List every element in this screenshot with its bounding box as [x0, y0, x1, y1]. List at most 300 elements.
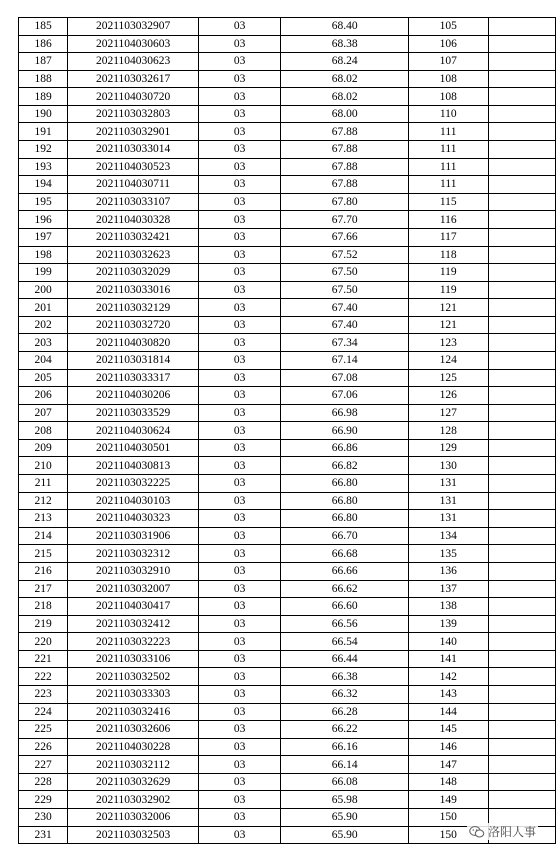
table-row [19, 299, 556, 317]
exam-id-cell: 2021103032901 [68, 123, 199, 141]
table-row [19, 158, 556, 176]
note-cell [488, 246, 555, 264]
position-code-cell: 03 [198, 246, 280, 264]
note-cell [488, 439, 555, 457]
rank-cell: 213 [19, 510, 68, 528]
table-row [19, 88, 556, 106]
note-cell [488, 545, 555, 563]
place-cell: 110 [408, 105, 488, 123]
exam-id-cell: 2021103033529 [68, 404, 199, 422]
table-row [19, 492, 556, 510]
note-cell [488, 703, 555, 721]
position-code-cell: 03 [198, 826, 280, 844]
position-code-cell: 03 [198, 615, 280, 633]
table-row [19, 738, 556, 756]
rank-cell: 215 [19, 545, 68, 563]
exam-id-cell: 2021103032629 [68, 773, 199, 791]
exam-id-cell: 2021103032412 [68, 615, 199, 633]
place-cell: 144 [408, 703, 488, 721]
note-cell [488, 404, 555, 422]
table-body [19, 18, 556, 844]
score-cell: 67.50 [281, 264, 409, 282]
score-cell: 68.02 [281, 88, 409, 106]
score-cell: 66.82 [281, 457, 409, 475]
position-code-cell: 03 [198, 387, 280, 405]
score-cell: 66.80 [281, 492, 409, 510]
score-cell: 66.66 [281, 562, 409, 580]
rank-cell: 192 [19, 141, 68, 159]
score-cell: 67.70 [281, 211, 409, 229]
rank-cell: 190 [19, 105, 68, 123]
score-cell: 66.70 [281, 527, 409, 545]
position-code-cell: 03 [198, 316, 280, 334]
note-cell [488, 141, 555, 159]
rank-cell: 218 [19, 598, 68, 616]
rank-cell: 228 [19, 773, 68, 791]
place-cell: 111 [408, 123, 488, 141]
rank-cell: 231 [19, 826, 68, 844]
score-cell: 66.86 [281, 439, 409, 457]
position-code-cell: 03 [198, 685, 280, 703]
exam-id-cell: 2021103032617 [68, 70, 199, 88]
note-cell [488, 18, 555, 36]
note-cell [488, 633, 555, 651]
table-row [19, 316, 556, 334]
table-row [19, 211, 556, 229]
table-row [19, 545, 556, 563]
exam-id-cell: 2021104030228 [68, 738, 199, 756]
note-cell [488, 316, 555, 334]
rank-cell: 202 [19, 316, 68, 334]
rank-cell: 222 [19, 668, 68, 686]
position-code-cell: 03 [198, 650, 280, 668]
note-cell [488, 738, 555, 756]
score-cell: 66.08 [281, 773, 409, 791]
place-cell: 149 [408, 791, 488, 809]
place-cell: 131 [408, 475, 488, 493]
place-cell: 131 [408, 510, 488, 528]
place-cell: 140 [408, 633, 488, 651]
exam-id-cell: 2021103033016 [68, 281, 199, 299]
note-cell [488, 562, 555, 580]
table-row [19, 246, 556, 264]
position-code-cell: 03 [198, 18, 280, 36]
exam-id-cell: 2021103032803 [68, 105, 199, 123]
score-cell: 67.14 [281, 351, 409, 369]
exam-id-cell: 2021104030720 [68, 88, 199, 106]
table-row [19, 703, 556, 721]
position-code-cell: 03 [198, 492, 280, 510]
place-cell: 134 [408, 527, 488, 545]
table-row [19, 105, 556, 123]
rank-cell: 200 [19, 281, 68, 299]
position-code-cell: 03 [198, 580, 280, 598]
place-cell: 118 [408, 246, 488, 264]
table-row [19, 685, 556, 703]
position-code-cell: 03 [198, 70, 280, 88]
exam-id-cell: 2021103031906 [68, 527, 199, 545]
place-cell: 124 [408, 351, 488, 369]
position-code-cell: 03 [198, 422, 280, 440]
table-row [19, 123, 556, 141]
position-code-cell: 03 [198, 562, 280, 580]
score-cell: 65.98 [281, 791, 409, 809]
exam-id-cell: 2021103032416 [68, 703, 199, 721]
place-cell: 145 [408, 721, 488, 739]
note-cell [488, 369, 555, 387]
rank-cell: 230 [19, 809, 68, 827]
place-cell: 123 [408, 334, 488, 352]
position-code-cell: 03 [198, 457, 280, 475]
score-cell: 66.14 [281, 756, 409, 774]
score-cell: 66.44 [281, 650, 409, 668]
rank-cell: 207 [19, 404, 68, 422]
rank-cell: 210 [19, 457, 68, 475]
score-cell: 67.34 [281, 334, 409, 352]
place-cell: 119 [408, 281, 488, 299]
note-cell [488, 176, 555, 194]
table-row [19, 70, 556, 88]
position-code-cell: 03 [198, 158, 280, 176]
note-cell [488, 35, 555, 53]
exam-id-cell: 2021104030523 [68, 158, 199, 176]
place-cell: 111 [408, 158, 488, 176]
position-code-cell: 03 [198, 598, 280, 616]
rank-cell: 226 [19, 738, 68, 756]
note-cell [488, 615, 555, 633]
place-cell: 147 [408, 756, 488, 774]
position-code-cell: 03 [198, 510, 280, 528]
table-row [19, 53, 556, 71]
rank-cell: 216 [19, 562, 68, 580]
place-cell: 119 [408, 264, 488, 282]
position-code-cell: 03 [198, 299, 280, 317]
position-code-cell: 03 [198, 527, 280, 545]
position-code-cell: 03 [198, 211, 280, 229]
place-cell: 128 [408, 422, 488, 440]
place-cell: 143 [408, 685, 488, 703]
note-cell [488, 773, 555, 791]
place-cell: 150 [408, 826, 488, 844]
exam-id-cell: 2021104030624 [68, 422, 199, 440]
place-cell: 125 [408, 369, 488, 387]
exam-id-cell: 2021104030417 [68, 598, 199, 616]
exam-id-cell: 2021103032910 [68, 562, 199, 580]
position-code-cell: 03 [198, 703, 280, 721]
exam-id-cell: 2021103032502 [68, 668, 199, 686]
position-code-cell: 03 [198, 475, 280, 493]
note-cell [488, 334, 555, 352]
note-cell [488, 475, 555, 493]
exam-id-cell: 2021103033014 [68, 141, 199, 159]
score-cell: 65.90 [281, 826, 409, 844]
place-cell: 139 [408, 615, 488, 633]
note-cell [488, 457, 555, 475]
note-cell [488, 527, 555, 545]
exam-id-cell: 2021103032421 [68, 228, 199, 246]
exam-id-cell: 2021103033107 [68, 193, 199, 211]
table-row [19, 756, 556, 774]
rank-cell: 195 [19, 193, 68, 211]
position-code-cell: 03 [198, 281, 280, 299]
exam-id-cell: 2021103033317 [68, 369, 199, 387]
score-cell: 67.40 [281, 299, 409, 317]
note-cell [488, 351, 555, 369]
note-cell [488, 264, 555, 282]
table-row [19, 562, 556, 580]
place-cell: 107 [408, 53, 488, 71]
exam-id-cell: 2021103032902 [68, 791, 199, 809]
rank-cell: 206 [19, 387, 68, 405]
score-cell: 66.80 [281, 510, 409, 528]
position-code-cell: 03 [198, 123, 280, 141]
place-cell: 148 [408, 773, 488, 791]
note-cell [488, 70, 555, 88]
score-table [18, 17, 556, 844]
place-cell: 150 [408, 809, 488, 827]
place-cell: 111 [408, 141, 488, 159]
table-row [19, 527, 556, 545]
score-cell: 67.40 [281, 316, 409, 334]
exam-id-cell: 2021103032112 [68, 756, 199, 774]
score-cell: 68.38 [281, 35, 409, 53]
exam-id-cell: 2021104030820 [68, 334, 199, 352]
exam-id-cell: 2021103032503 [68, 826, 199, 844]
exam-id-cell: 2021103032606 [68, 721, 199, 739]
position-code-cell: 03 [198, 404, 280, 422]
position-code-cell: 03 [198, 545, 280, 563]
score-cell: 66.56 [281, 615, 409, 633]
place-cell: 126 [408, 387, 488, 405]
table-row [19, 457, 556, 475]
rank-cell: 197 [19, 228, 68, 246]
place-cell: 136 [408, 562, 488, 580]
score-cell: 67.06 [281, 387, 409, 405]
exam-id-cell: 2021103032720 [68, 316, 199, 334]
rank-cell: 208 [19, 422, 68, 440]
table-row [19, 404, 556, 422]
score-cell: 66.62 [281, 580, 409, 598]
exam-id-cell: 2021103032007 [68, 580, 199, 598]
position-code-cell: 03 [198, 633, 280, 651]
exam-id-cell: 2021104030813 [68, 457, 199, 475]
table-row [19, 721, 556, 739]
rank-cell: 198 [19, 246, 68, 264]
exam-id-cell: 2021104030328 [68, 211, 199, 229]
rank-cell: 186 [19, 35, 68, 53]
place-cell: 117 [408, 228, 488, 246]
rank-cell: 204 [19, 351, 68, 369]
place-cell: 131 [408, 492, 488, 510]
table-row [19, 791, 556, 809]
rank-cell: 185 [19, 18, 68, 36]
wechat-icon [469, 825, 485, 839]
place-cell: 135 [408, 545, 488, 563]
table-row [19, 351, 556, 369]
exam-id-cell: 2021104030603 [68, 35, 199, 53]
position-code-cell: 03 [198, 351, 280, 369]
exam-id-cell: 2021103032029 [68, 264, 199, 282]
note-cell [488, 211, 555, 229]
position-code-cell: 03 [198, 791, 280, 809]
score-cell: 66.16 [281, 738, 409, 756]
score-cell: 66.68 [281, 545, 409, 563]
score-cell: 66.32 [281, 685, 409, 703]
rank-cell: 214 [19, 527, 68, 545]
place-cell: 137 [408, 580, 488, 598]
exam-id-cell: 2021103031814 [68, 351, 199, 369]
rank-cell: 194 [19, 176, 68, 194]
score-cell: 67.52 [281, 246, 409, 264]
exam-id-cell: 2021104030623 [68, 53, 199, 71]
table-row [19, 510, 556, 528]
rank-cell: 217 [19, 580, 68, 598]
score-cell: 68.00 [281, 105, 409, 123]
rank-cell: 205 [19, 369, 68, 387]
exam-id-cell: 2021104030323 [68, 510, 199, 528]
position-code-cell: 03 [198, 721, 280, 739]
table-row [19, 176, 556, 194]
note-cell [488, 299, 555, 317]
exam-id-cell: 2021103032223 [68, 633, 199, 651]
note-cell [488, 598, 555, 616]
place-cell: 129 [408, 439, 488, 457]
position-code-cell: 03 [198, 141, 280, 159]
rank-cell: 211 [19, 475, 68, 493]
place-cell: 127 [408, 404, 488, 422]
exam-id-cell: 2021104030501 [68, 439, 199, 457]
place-cell: 138 [408, 598, 488, 616]
note-cell [488, 668, 555, 686]
score-cell: 67.80 [281, 193, 409, 211]
place-cell: 116 [408, 211, 488, 229]
note-cell [488, 158, 555, 176]
table-row [19, 35, 556, 53]
note-cell [488, 791, 555, 809]
note-cell [488, 721, 555, 739]
position-code-cell: 03 [198, 738, 280, 756]
rank-cell: 188 [19, 70, 68, 88]
note-cell [488, 88, 555, 106]
note-cell [488, 387, 555, 405]
position-code-cell: 03 [198, 35, 280, 53]
rank-cell: 221 [19, 650, 68, 668]
exam-id-cell: 2021104030103 [68, 492, 199, 510]
rank-cell: 196 [19, 211, 68, 229]
position-code-cell: 03 [198, 756, 280, 774]
rank-cell: 191 [19, 123, 68, 141]
place-cell: 108 [408, 88, 488, 106]
rank-cell: 220 [19, 633, 68, 651]
watermark [467, 823, 538, 840]
position-code-cell: 03 [198, 53, 280, 71]
score-cell: 67.66 [281, 228, 409, 246]
place-cell: 108 [408, 70, 488, 88]
note-cell [488, 580, 555, 598]
place-cell: 105 [408, 18, 488, 36]
table-row [19, 334, 556, 352]
rank-cell: 201 [19, 299, 68, 317]
note-cell [488, 650, 555, 668]
note-cell [488, 193, 555, 211]
score-cell: 68.02 [281, 70, 409, 88]
rank-cell: 219 [19, 615, 68, 633]
score-cell: 66.54 [281, 633, 409, 651]
exam-id-cell: 2021103033106 [68, 650, 199, 668]
note-cell [488, 123, 555, 141]
score-cell: 67.88 [281, 141, 409, 159]
rank-cell: 224 [19, 703, 68, 721]
exam-id-cell: 2021103032129 [68, 299, 199, 317]
position-code-cell: 03 [198, 264, 280, 282]
place-cell: 121 [408, 299, 488, 317]
table-row [19, 141, 556, 159]
position-code-cell: 03 [198, 88, 280, 106]
place-cell: 115 [408, 193, 488, 211]
score-cell: 66.90 [281, 422, 409, 440]
note-cell [488, 105, 555, 123]
score-cell: 67.88 [281, 158, 409, 176]
note-cell [488, 756, 555, 774]
exam-id-cell: 2021103032006 [68, 809, 199, 827]
score-cell: 65.90 [281, 809, 409, 827]
note-cell [488, 281, 555, 299]
rank-cell: 193 [19, 158, 68, 176]
position-code-cell: 03 [198, 228, 280, 246]
rank-cell: 212 [19, 492, 68, 510]
table-row [19, 650, 556, 668]
score-cell: 68.24 [281, 53, 409, 71]
rank-cell: 203 [19, 334, 68, 352]
table-row [19, 773, 556, 791]
exam-id-cell: 2021103033303 [68, 685, 199, 703]
position-code-cell: 03 [198, 809, 280, 827]
exam-id-cell: 2021103032907 [68, 18, 199, 36]
rank-cell: 199 [19, 264, 68, 282]
score-cell: 66.28 [281, 703, 409, 721]
table-row [19, 668, 556, 686]
note-cell [488, 422, 555, 440]
note-cell [488, 53, 555, 71]
table-row [19, 264, 556, 282]
table-row [19, 633, 556, 651]
rank-cell: 225 [19, 721, 68, 739]
score-cell: 67.88 [281, 176, 409, 194]
exam-id-cell: 2021104030206 [68, 387, 199, 405]
position-code-cell: 03 [198, 105, 280, 123]
table-row [19, 18, 556, 36]
position-code-cell: 03 [198, 176, 280, 194]
score-cell: 67.08 [281, 369, 409, 387]
table-row [19, 598, 556, 616]
rank-cell: 229 [19, 791, 68, 809]
table-row [19, 387, 556, 405]
note-cell [488, 510, 555, 528]
table-row [19, 422, 556, 440]
position-code-cell: 03 [198, 668, 280, 686]
table-row [19, 475, 556, 493]
score-cell: 67.88 [281, 123, 409, 141]
watermark-text: 洛阳人事 [487, 825, 536, 839]
rank-cell: 223 [19, 685, 68, 703]
note-cell [488, 228, 555, 246]
score-cell: 66.98 [281, 404, 409, 422]
score-cell: 66.80 [281, 475, 409, 493]
table-row [19, 439, 556, 457]
score-cell: 68.40 [281, 18, 409, 36]
position-code-cell: 03 [198, 439, 280, 457]
rank-cell: 209 [19, 439, 68, 457]
